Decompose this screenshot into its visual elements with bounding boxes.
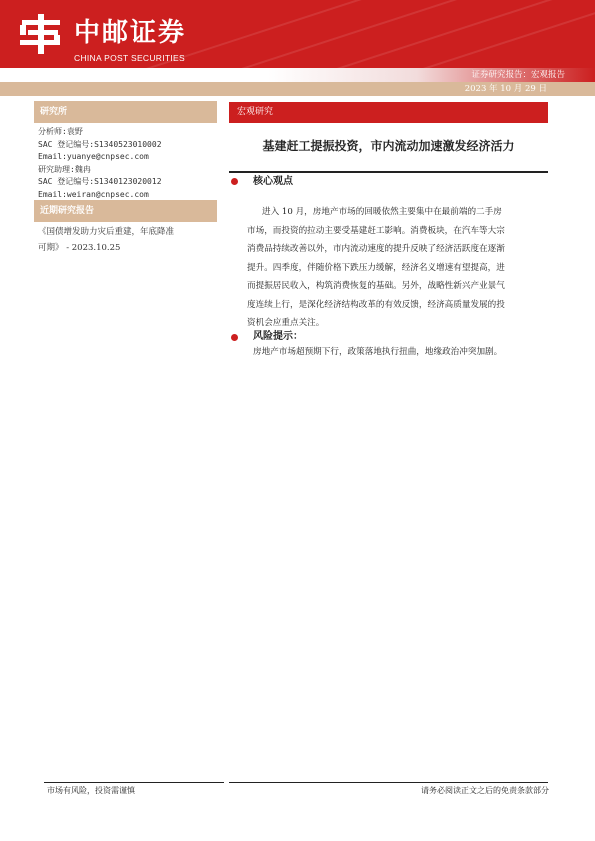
bullet-icon xyxy=(231,334,238,341)
core-view-heading: 核心观点 xyxy=(253,176,293,187)
core-view-line: 而提振居民收入，构筑消费恢复的基础。另外，战略性新兴产业景气 xyxy=(247,281,505,291)
report-type-label: 证券研究报告：宏观报告 xyxy=(471,70,565,80)
footer-divider-right xyxy=(229,782,548,783)
core-view-line: 提升。四季度，伴随价格下跌压力缓解，经济名义增速有望提高，进 xyxy=(247,262,505,273)
analyst-email[interactable]: Email:yuanye@cnpsec.com xyxy=(38,152,149,161)
core-view-body xyxy=(247,203,550,333)
core-view-line: 度连续上行，是深化经济结构改革的有效反馈，经济高质量发展的投 xyxy=(247,299,505,310)
logo-english-name: CHINA POST SECURITIES xyxy=(74,53,185,63)
analyst-name: 分析师:袁野 xyxy=(38,127,83,136)
footer-divider-left xyxy=(44,782,224,783)
banner-decoration xyxy=(380,0,595,68)
recent-report-title: 《国债增发助力灾后重建，年底降准 xyxy=(38,227,175,237)
assistant-sac-number: SAC 登记编号:S1340123020012 xyxy=(38,177,162,186)
logo-chinese-name: 中邮证券 xyxy=(74,18,187,48)
header-banner xyxy=(0,0,595,68)
recent-report-date: 可期》 - 2023.10.25 xyxy=(38,243,121,253)
report-date: 2023 年 10 月 29 日 xyxy=(464,84,547,94)
banner-decoration xyxy=(220,0,595,68)
recent-reports-heading: 近期研究报告 xyxy=(34,200,217,222)
title-divider xyxy=(229,171,548,173)
assistant-email[interactable]: Email:weiran@cnpsec.com xyxy=(38,189,149,199)
category-tag: 宏观研究 xyxy=(229,102,548,123)
footer-risk-warning: 市场有风险，投资需谨慎 xyxy=(47,786,135,795)
risk-heading: 风险提示： xyxy=(253,331,303,342)
core-view-line: 消费品持续改善以外，市内流动速度的提升反映了经济活跃度在逐渐 xyxy=(247,244,505,254)
banner-decoration xyxy=(140,0,540,68)
institute-heading: 研究所 xyxy=(34,101,217,123)
analyst-info xyxy=(38,126,218,201)
report-title: 基建赶工提振投资，市内流动加速激发经济活力 xyxy=(262,139,515,153)
bullet-icon xyxy=(231,178,238,185)
core-view-line: 资机会应重点关注。 xyxy=(247,318,325,328)
core-view-line: 进入 10 月，房地产市场的回暖依然主要集中在最前端的二手房 xyxy=(262,207,502,217)
analyst-sac-number: SAC 登记编号:S1340523010002 xyxy=(38,139,162,149)
risk-body: 房地产市场超预期下行，政策落地执行扭曲，地缘政治冲突加剧。 xyxy=(253,347,503,357)
assistant-name: 研究助理:魏冉 xyxy=(38,164,91,174)
core-view-line: 市场，而投资的拉动主要受基建赶工影响。消费板块，在汽车等大宗 xyxy=(247,225,505,236)
china-post-logo-icon xyxy=(18,12,64,56)
recent-report-link[interactable] xyxy=(38,224,188,256)
footer-disclaimer: 请务必阅读正文之后的免责条款部分 xyxy=(421,786,549,795)
